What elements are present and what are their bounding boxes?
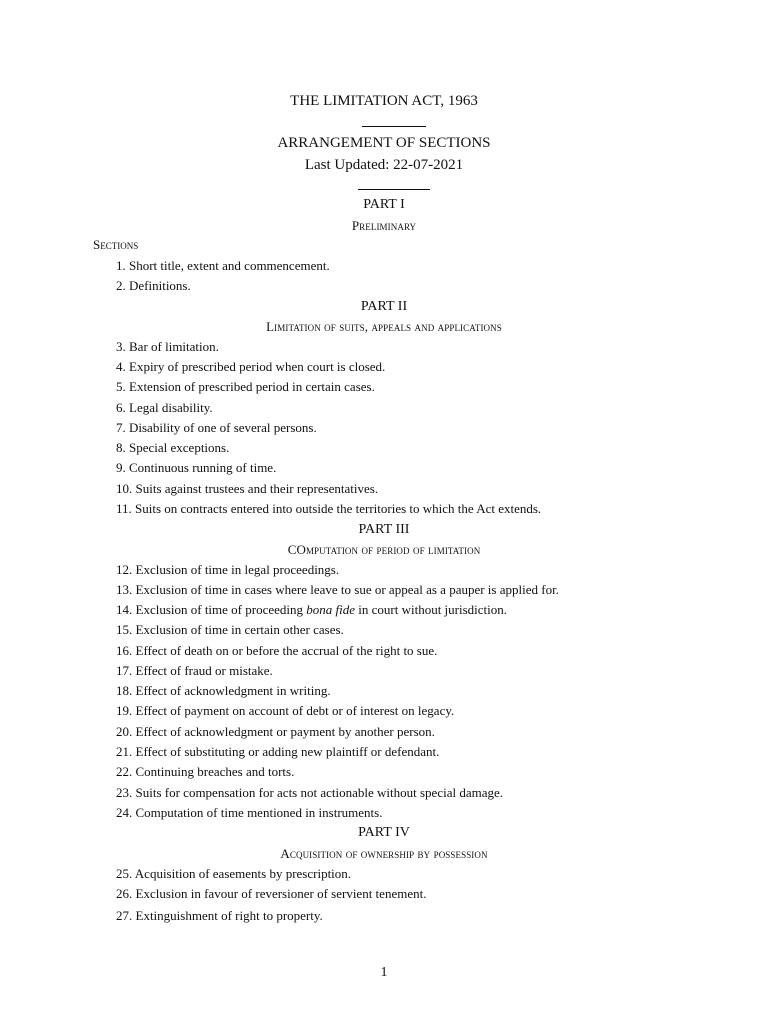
list-item: 11. Suits on contracts entered into outside the territories to which the Act extends. [116, 501, 542, 516]
list-item: 3. Bar of limitation. [116, 339, 219, 354]
list-item: 1. Short title, extent and commencement. [116, 258, 330, 273]
act-title: THE LIMITATION ACT, 1963 [290, 93, 478, 109]
list-item: 10. Suits against trustees and their representatives. [116, 481, 379, 496]
part-3-heading: COmputation of period of limitation [287, 542, 481, 557]
part-4-label: PART IV [358, 825, 410, 840]
part-2-label: PART II [360, 299, 408, 314]
list-item: 26. Exclusion in favour of reversioner of servient tenement. [116, 886, 427, 901]
list-item: 17. Effect of fraud or mistake. [116, 663, 273, 678]
list-item: 5. Extension of prescribed period in certain cases. [116, 379, 375, 394]
list-item: 4. Expiry of prescribed period when court is closed. [116, 359, 386, 374]
title-rule [362, 126, 426, 127]
list-item: 8. Special exceptions. [116, 440, 230, 455]
list-item: 6. Legal disability. [116, 400, 213, 415]
list-item: 23. Suits for compensation for acts not actionable without special damage. [116, 785, 504, 800]
list-item: 18. Effect of acknowledgment in writing. [116, 683, 331, 698]
part-1-heading: Preliminary [351, 218, 417, 233]
list-item [116, 602, 507, 618]
list-item: 7. Disability of one of several persons. [116, 420, 317, 435]
list-item: 16. Effect of death on or before the accrual of the right to sue. [116, 643, 438, 658]
arrangement-heading: ARRANGEMENT OF SECTIONS [277, 135, 491, 151]
list-item: 20. Effect of acknowledgment or payment by another person. [116, 724, 435, 739]
list-item: 12. Exclusion of time in legal proceedings. [116, 562, 340, 577]
list-item: 19. Effect of payment on account of debt or of interest on legacy. [116, 703, 455, 718]
list-item: 9. Continuous running of time. [116, 460, 277, 475]
list-item: 21. Effect of substituting or adding new plaintiff or defendant. [116, 744, 440, 759]
part-1-label: PART I [363, 197, 405, 212]
item-14-lead: 14. Exclusion of time of proceeding [116, 602, 307, 617]
list-item: 25. Acquisition of easements by prescription. [116, 866, 352, 881]
part-2-heading: Limitation of suits, appeals and applications [266, 319, 502, 334]
list-item: 24. Computation of time mentioned in instruments. [116, 805, 383, 820]
item-14-italic: bona fide [306, 602, 356, 617]
item-14-tail: in court without jurisdiction. [355, 602, 508, 617]
list-item: 2. Definitions. [116, 278, 191, 293]
list-item: 27. Extinguishment of right to property. [116, 908, 323, 923]
list-item: 13. Exclusion of time in cases where leave to sue or appeal as a pauper is applied for. [116, 582, 559, 597]
list-item: 15. Exclusion of time in certain other cases. [116, 622, 344, 637]
sections-label: Sections [93, 237, 139, 252]
last-updated: Last Updated: 22-07-2021 [304, 157, 464, 173]
updated-rule [358, 189, 430, 190]
part-4-heading: Acquisition of ownership by possession [280, 846, 488, 861]
list-item: 22. Continuing breaches and torts. [116, 764, 295, 779]
page-number: 1 [380, 965, 388, 980]
part-3-label: PART III [358, 522, 410, 537]
